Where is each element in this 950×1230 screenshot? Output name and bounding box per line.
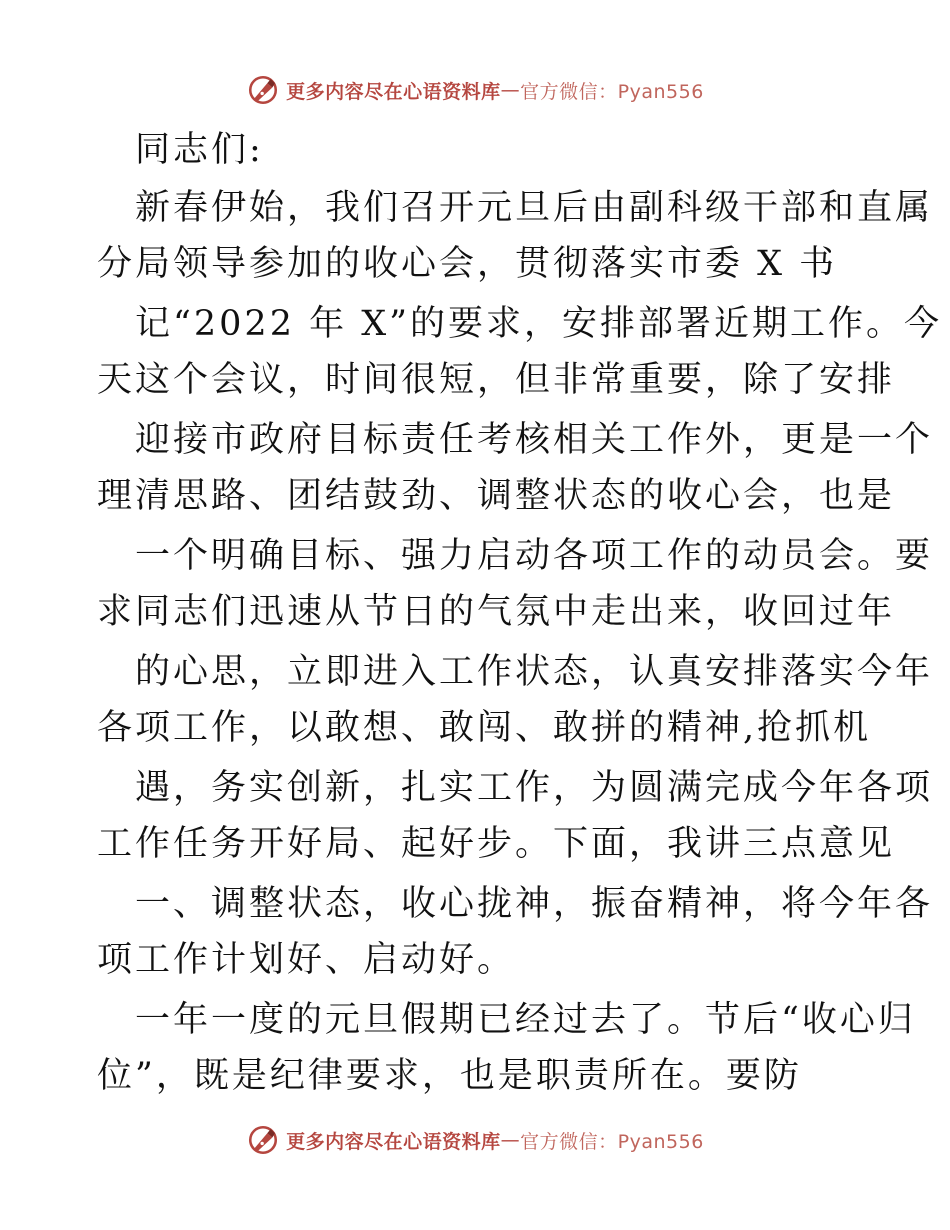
body-line: 的心思，立即进入工作状态，认真安排落实今年 <box>135 652 934 692</box>
banner-separator: — <box>500 1129 521 1151</box>
body-line: 同志们: <box>135 130 264 170</box>
body-line: 天这个会议，时间很短，但非常重要，除了安排 <box>97 360 896 400</box>
body-line: 求同志们迅速从节日的气氛中走出来，收回过年 <box>97 592 896 632</box>
pen-nib-logo-icon <box>246 1123 280 1157</box>
footer-watermark-banner[interactable] <box>0 1120 950 1160</box>
banner-separator: — <box>500 79 521 101</box>
pen-nib-logo-icon <box>246 73 280 107</box>
banner-text: 更多内容尽在心语资料库 <box>286 1130 501 1153</box>
body-line: 各项工作，以敢想、敢闯、敢拼的精神,抢抓机 <box>97 708 872 748</box>
body-line: 位”，既是纪律要求，也是职责所在。要防 <box>97 1056 802 1096</box>
banner-text: 更多内容尽在心语资料库 <box>286 80 501 103</box>
body-line: 新春伊始，我们召开元旦后由副科级干部和直属 <box>135 188 934 228</box>
body-line: 迎接市政府目标责任考核相关工作外，更是一个 <box>135 420 934 460</box>
body-line: 理清思路、团结鼓劲、调整状态的收心会，也是 <box>97 476 896 516</box>
body-line: 工作任务开好局、起好步。下面，我讲三点意见 <box>97 824 896 864</box>
body-line: 分局领导参加的收心会，贯彻落实市委 X 书 <box>97 244 838 284</box>
section-heading: 项工作计划好、启动好。 <box>97 940 516 980</box>
section-heading: 一、调整状态，收心拢神，振奋精神，将今年各 <box>135 884 934 924</box>
body-line: 记“2022 年 X”的要求，安排部署近期工作。今 <box>135 304 943 344</box>
body-line: 遇，务实创新，扎实工作，为圆满完成今年各项 <box>135 768 934 808</box>
header-watermark-banner[interactable] <box>0 70 950 110</box>
body-line: 一年一度的元旦假期已经过去了。节后“收心归 <box>135 1000 916 1040</box>
body-line: 一个明确目标、强力启动各项工作的动员会。要 <box>135 536 934 576</box>
banner-wechat: 官方微信：Pyan556 <box>520 80 704 103</box>
banner-wechat: 官方微信：Pyan556 <box>520 1130 704 1153</box>
